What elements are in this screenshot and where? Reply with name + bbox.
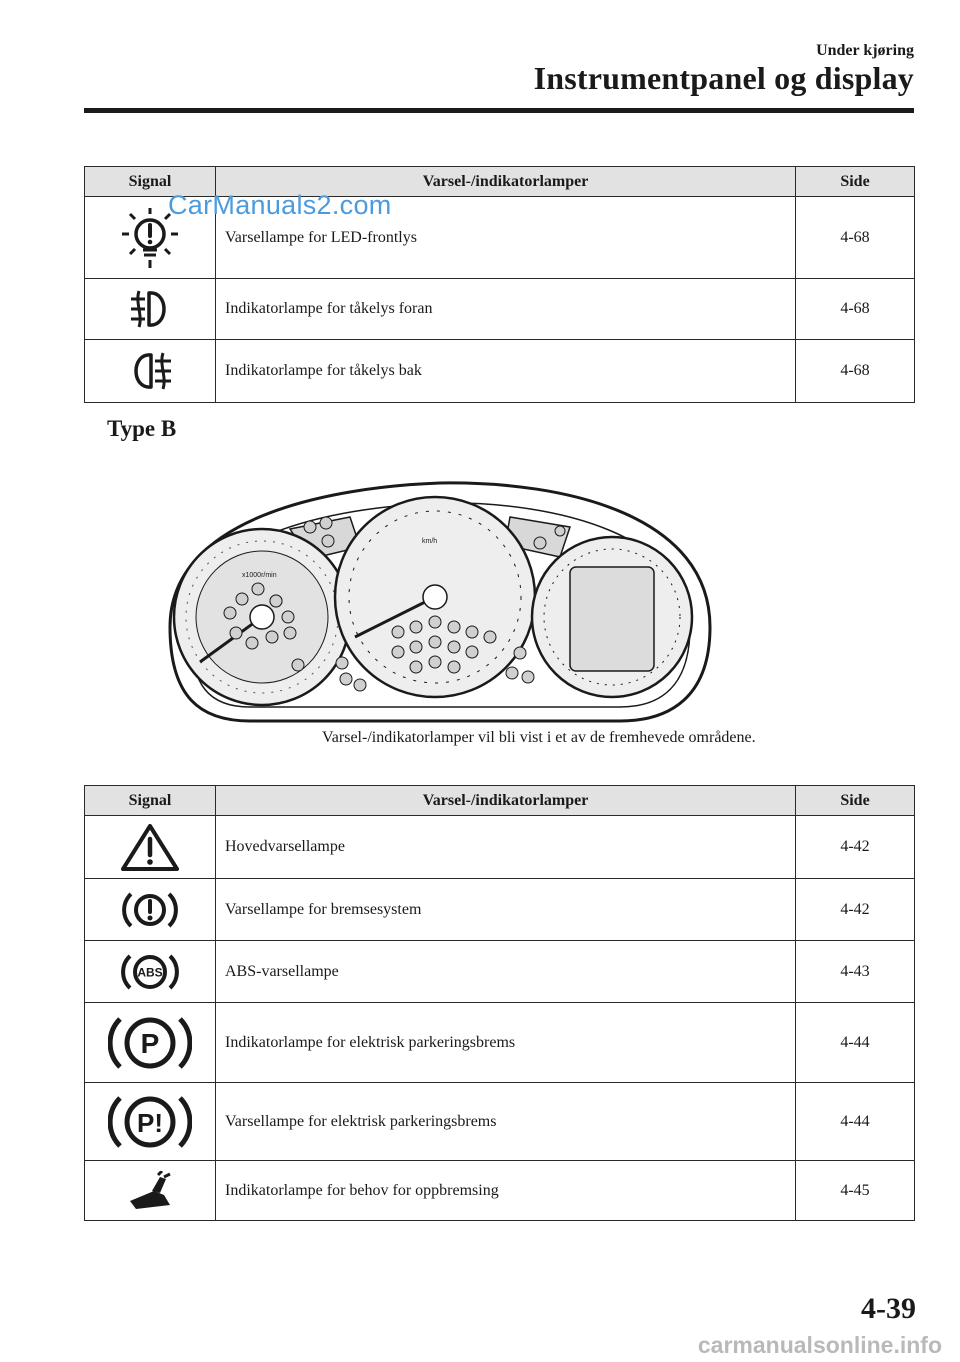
abs-warning-icon bbox=[121, 948, 179, 996]
lamp-description: ABS-varsellampe bbox=[216, 941, 796, 1003]
section-title: Under kjøring bbox=[816, 42, 914, 59]
signal-cell bbox=[85, 279, 216, 340]
signal-cell bbox=[85, 941, 216, 1003]
page-title: Instrumentpanel og display bbox=[533, 60, 914, 96]
brake-hold-indicator-icon bbox=[124, 1171, 176, 1211]
column-header-page: Side bbox=[796, 786, 915, 816]
table-row bbox=[85, 340, 915, 403]
column-header-lamps: Varsel-/indikatorlamper bbox=[216, 786, 796, 816]
table-row bbox=[85, 1161, 915, 1221]
lamp-description: Indikatorlampe for tåkelys foran bbox=[216, 279, 796, 340]
type-heading: Type B bbox=[107, 416, 177, 441]
column-header-page: Side bbox=[796, 167, 915, 197]
lamp-description: Varsellampe for elektrisk parkeringsbrems bbox=[216, 1083, 796, 1161]
tachometer-label: x1000r/min bbox=[242, 572, 277, 579]
table-header-row bbox=[85, 786, 915, 816]
column-header-lamps: Varsel-/indikatorlamper bbox=[216, 167, 796, 197]
page-reference: 4-45 bbox=[796, 1161, 915, 1221]
page-reference: 4-42 bbox=[796, 816, 915, 879]
speedometer-label: km/h bbox=[422, 538, 438, 545]
signal-cell bbox=[85, 816, 216, 879]
table-row bbox=[85, 816, 915, 879]
lamp-description: Indikatorlampe for tåkelys bak bbox=[216, 340, 796, 403]
table-row bbox=[85, 1083, 915, 1161]
page-reference: 4-43 bbox=[796, 941, 915, 1003]
page-reference: 4-68 bbox=[796, 197, 915, 279]
watermark: CarManuals2.com bbox=[168, 190, 392, 220]
footer-watermark: carmanualsonline.info bbox=[697, 1332, 942, 1358]
table-row bbox=[85, 879, 915, 941]
page-reference: 4-44 bbox=[796, 1083, 915, 1161]
lamp-description: Hovedvarsellampe bbox=[216, 816, 796, 879]
column-header-signal: Signal bbox=[85, 786, 216, 816]
signal-cell bbox=[85, 1161, 216, 1221]
signal-cell bbox=[85, 879, 216, 941]
page-number: 4-39 bbox=[861, 1292, 916, 1325]
rear-fog-light-icon bbox=[125, 349, 175, 393]
signal-cell bbox=[85, 340, 216, 403]
column-header-signal: Signal bbox=[85, 167, 216, 197]
parking-brake-indicator-icon bbox=[108, 1011, 192, 1075]
page-reference: 4-44 bbox=[796, 1003, 915, 1083]
cluster-caption: Varsel-/indikatorlamper vil bli vist i et av de fremhevede områdene. bbox=[322, 729, 756, 746]
front-fog-light-icon bbox=[125, 287, 175, 331]
parking-brake-warning-icon bbox=[108, 1090, 192, 1154]
page-reference: 4-42 bbox=[796, 879, 915, 941]
lamp-description: Varsellampe for bremsesystem bbox=[216, 879, 796, 941]
header-rule bbox=[84, 108, 914, 113]
master-warning-icon bbox=[119, 821, 181, 873]
instrument-cluster-illustration bbox=[150, 477, 720, 725]
table-row bbox=[85, 1003, 915, 1083]
parking-indicator-icon-text: P bbox=[140, 1027, 160, 1059]
table-row bbox=[85, 279, 915, 340]
abs-icon-text: ABS bbox=[137, 965, 163, 979]
signal-table-2 bbox=[84, 785, 915, 1221]
signal-cell bbox=[85, 1003, 216, 1083]
tachometer bbox=[174, 529, 350, 705]
brake-system-warning-icon bbox=[121, 886, 179, 934]
lamp-description: Indikatorlampe for elektrisk parkeringsbrems bbox=[216, 1003, 796, 1083]
page-reference: 4-68 bbox=[796, 340, 915, 403]
table-row bbox=[85, 941, 915, 1003]
parking-warning-icon-text: P! bbox=[137, 1107, 163, 1138]
lamp-description: Varsellampe for LED-frontlys bbox=[216, 197, 796, 279]
signal-cell bbox=[85, 1083, 216, 1161]
lamp-description: Indikatorlampe for behov for oppbremsing bbox=[216, 1161, 796, 1221]
page-reference: 4-68 bbox=[796, 279, 915, 340]
